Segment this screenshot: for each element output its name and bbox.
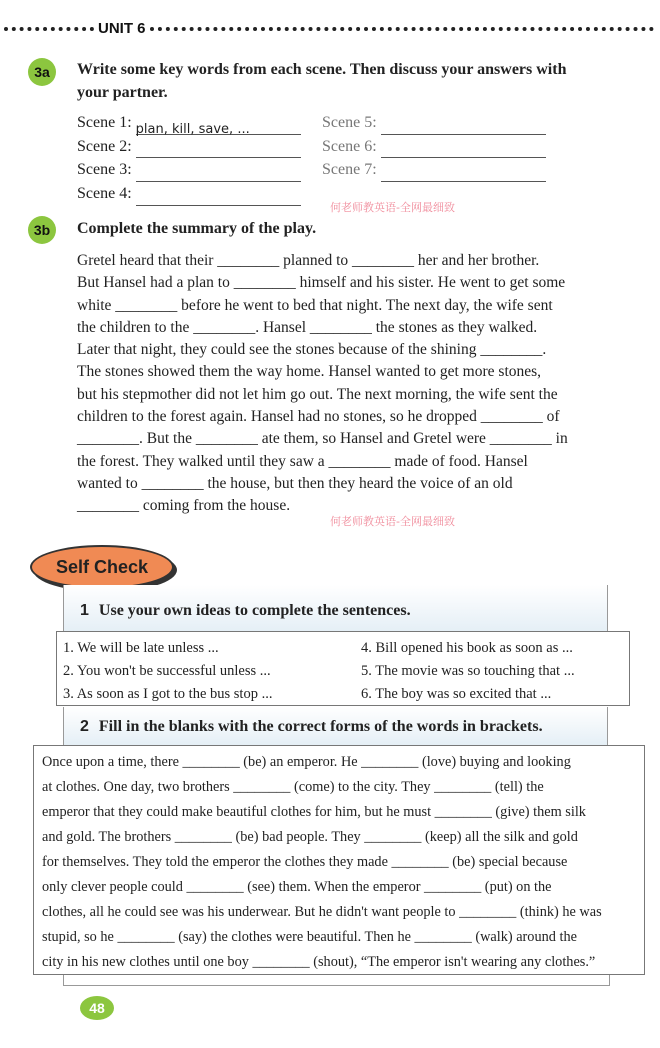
prompt-item: 6. The boy was so excited that ... <box>361 686 552 702</box>
passage-line: wanted to ________ the house, but then they heard the voice of an old <box>77 474 513 492</box>
passage-line: and gold. The brothers ________ (be) bad people. They ________ (keep) all the silk and gold <box>42 829 578 845</box>
exercise-number: 2 <box>80 718 89 735</box>
passage-line: But Hansel had a plan to ________ himself and his sister. He went to get some <box>77 274 566 292</box>
scene-label: Scene 3: <box>77 161 132 179</box>
scene-4-field[interactable] <box>136 189 301 206</box>
scene-7-field[interactable] <box>381 165 546 182</box>
watermark: 何老师教英语-全网最细致 <box>330 515 455 528</box>
passage-line: white ________ before he went to bed that night. The next day, the wife sent <box>77 296 553 314</box>
exercise-instruction: Fill in the blanks with the correct forms of the words in brackets. <box>98 718 543 735</box>
unit-label: UNIT 6 <box>98 20 146 37</box>
passage-line: emperor that they could make beautiful clothes for him, but he must ________ (give) them silk <box>42 804 586 820</box>
passage-line: children to the forest again. Hansel had no stones, so he dropped ________ of <box>77 408 560 426</box>
instruction-3a <box>77 58 566 104</box>
scene-2-field[interactable] <box>136 141 301 158</box>
passage-line: ________. But the ________ ate them, so Hansel and Gretel were ________ in <box>77 430 568 448</box>
instruction-line: your partner. <box>77 84 168 101</box>
passage-line: Gretel heard that their ________ planned to ________ her and her brother. <box>77 252 540 269</box>
dotted-rule <box>150 27 654 31</box>
fill-in-passage <box>33 745 645 975</box>
passage-line: Later that night, they could see the stones because of the shining ________. <box>77 341 547 359</box>
scene-1-field[interactable]: plan, kill, save, ... <box>136 118 301 135</box>
exercise-2-header <box>63 707 608 745</box>
passage-line: stupid, so he ________ (say) the clothes were beautiful. Then he ________ (walk) around the <box>42 929 577 945</box>
prompt-item: 2. You won't be successful unless ... <box>63 663 271 679</box>
passage-line: but his stepmother did not let him go out. The next morning, the wife sent the <box>77 385 558 403</box>
scene-label: Scene 2: <box>77 137 132 155</box>
exercise-number: 1 <box>80 602 89 619</box>
passage-line: ________ coming from the house. <box>77 497 291 515</box>
exercise-badge-3b: 3b <box>28 216 56 244</box>
exercise-badge-3a: 3a <box>28 58 56 86</box>
passage-line: at clothes. One day, two brothers ________ (come) to the city. They ________ (tell) the <box>42 779 544 795</box>
scene-3-field[interactable] <box>136 165 301 182</box>
passage-line: for themselves. They told the emperor the clothes they made ________ (be) special because <box>42 854 568 870</box>
scene-label: Scene 5: <box>322 114 377 131</box>
scenes-left <box>77 111 301 206</box>
summary-passage <box>77 250 568 518</box>
passage-line: the forest. They walked until they saw a ________ made of food. Hansel <box>77 452 528 470</box>
box-footer <box>63 975 610 986</box>
sentence-prompts <box>56 631 630 706</box>
scene-label: Scene 6: <box>322 137 377 155</box>
watermark: 何老师教英语-全网最细致 <box>330 201 455 214</box>
passage-line: Once upon a time, there ________ (be) an emperor. He ________ (love) buying and looking <box>42 754 571 770</box>
dotted-rule <box>4 27 94 31</box>
prompt-item: 3. As soon as I got to the bus stop ... <box>63 686 273 702</box>
instruction-3b: Complete the summary of the play. <box>77 220 317 237</box>
passage-line: the children to the ________. Hansel ________ the stones as they walked. <box>77 318 538 336</box>
exercise-1-header <box>63 585 608 631</box>
exercise-instruction: Use your own ideas to complete the sentences. <box>98 602 411 619</box>
self-check-badge: Self Check <box>30 545 174 589</box>
scene-label: Scene 1: <box>77 114 132 131</box>
instruction-line: Write some key words from each scene. Then discuss your answers with <box>77 61 567 78</box>
prompt-item: 5. The movie was so touching that ... <box>361 663 575 679</box>
scenes-right <box>322 111 546 182</box>
scene-5-field[interactable] <box>381 118 546 135</box>
prompt-item: 1. We will be late unless ... <box>63 640 219 656</box>
scene-label: Scene 4: <box>77 185 132 203</box>
passage-line: clothes, all he could see was his underwear. But he didn't want people to ________ (think) he was <box>42 904 602 920</box>
passage-line: city in his new clothes until one boy ________ (shout), “The emperor isn't wearing any clothes.” <box>42 954 596 970</box>
passage-line: The stones showed them the way home. Hansel wanted to get more stones, <box>77 363 542 381</box>
scene-6-field[interactable] <box>381 141 546 158</box>
scene-label: Scene 7: <box>322 161 377 179</box>
passage-line: only clever people could ________ (see) them. When the emperor ________ (put) on the <box>42 879 552 895</box>
unit-header <box>0 20 660 37</box>
prompt-item: 4. Bill opened his book as soon as ... <box>361 640 573 656</box>
page-number: 48 <box>80 996 114 1020</box>
